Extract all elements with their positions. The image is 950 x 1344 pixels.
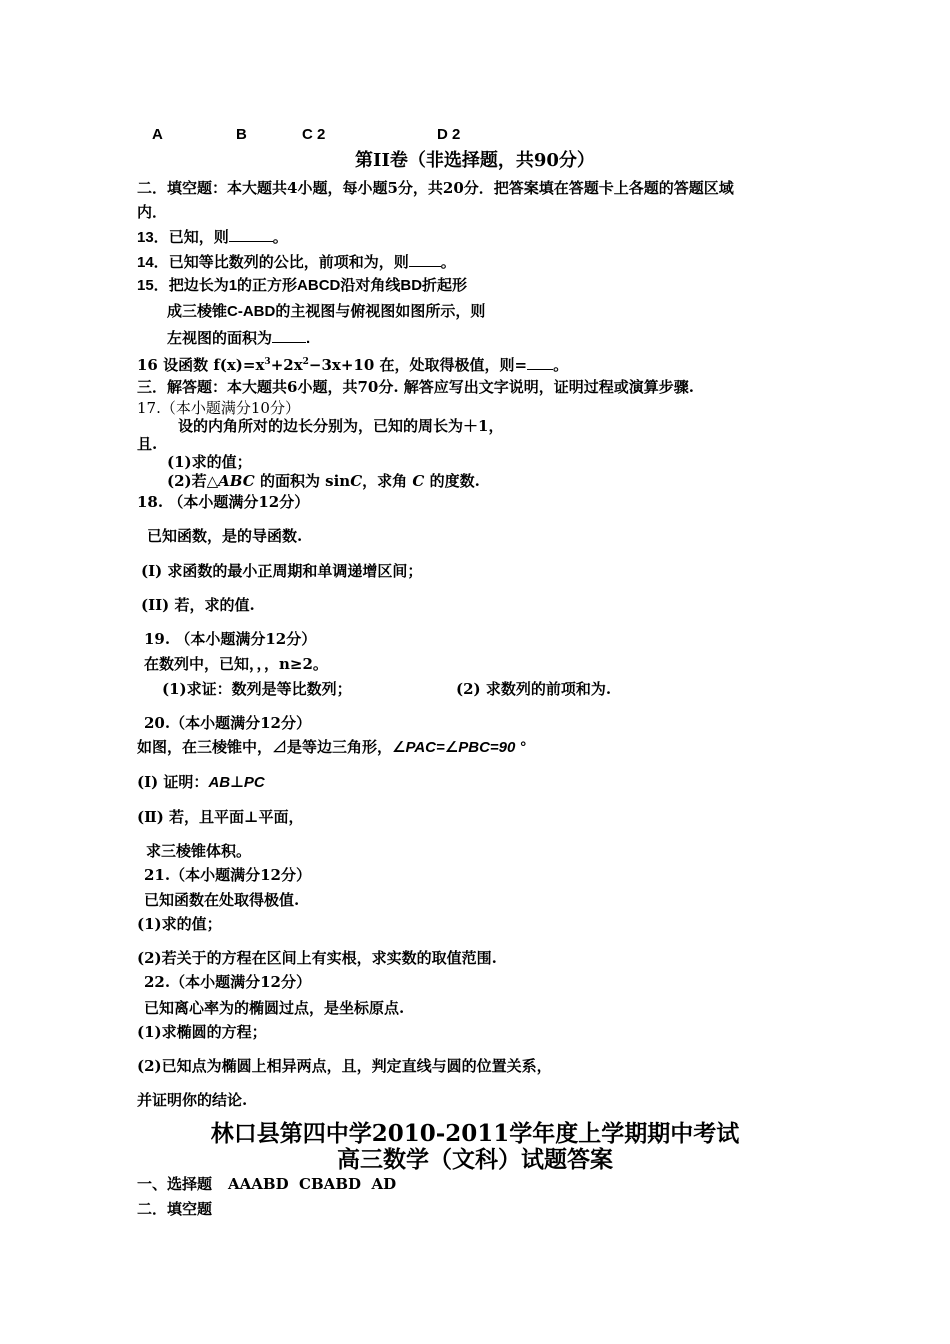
- question-16-mid2: −3x+10 在，处取得极值，则=: [308, 356, 528, 374]
- question-22-last: 并证明你的结论.: [137, 1091, 248, 1109]
- question-13-end: 。: [272, 229, 288, 246]
- question-16-sup2: 2: [302, 357, 309, 367]
- option-a: A: [152, 126, 163, 143]
- q20-part1-formula: AB⊥PC: [208, 774, 265, 791]
- q17-part2-mid2: ，求角: [362, 472, 413, 490]
- q17-part2-mid: 的面积为 sin: [254, 472, 351, 490]
- q20-line1-pre: 如图，在三棱锥中，⊿是等边三角形，: [137, 738, 393, 756]
- question-14-end: 。: [440, 254, 456, 271]
- question-21-head: 21.（本小题满分12分）: [144, 866, 311, 884]
- solve-heading: 三．解答题：本大题共6小题，共70分. 解答应写出文字说明，证明过程或演算步骤.: [137, 378, 694, 396]
- question-13: [137, 227, 288, 248]
- question-21-line1: 已知函数在处取得极值.: [144, 891, 300, 909]
- question-19-part2: (2) 求数列的前项和为.: [456, 680, 612, 698]
- option-b: B: [236, 126, 247, 143]
- question-18-head: 18. （本小题满分12分）: [137, 493, 310, 511]
- question-18-part1: (I) 求函数的最小正周期和单调递增区间；: [141, 562, 423, 580]
- question-19-head: 19. （本小题满分12分）: [144, 630, 317, 648]
- question-22-head: 22.（本小题满分12分）: [144, 973, 311, 991]
- question-20-head: 20.（本小题满分12分）: [144, 714, 311, 732]
- question-16-mid1: +2x: [270, 356, 303, 374]
- answer-title-line2: 高三数学（文科）试题答案: [337, 1146, 613, 1173]
- question-20-line1: [137, 737, 526, 758]
- question-14-text: 已知等比数列的公比，前项和为，则: [168, 254, 409, 271]
- fill-heading-line2: 内．: [137, 203, 168, 221]
- question-15-line1: 把边长为1的正方形ABCD沿对角线BD折起形: [168, 277, 468, 294]
- question-21-part2: (2)若关于的方程在区间上有实根，求实数的取值范围.: [137, 949, 497, 967]
- option-d: D 2: [437, 126, 461, 143]
- question-22-line1: 已知离心率为的椭圆过点，是坐标原点.: [144, 999, 405, 1017]
- question-16: [137, 352, 568, 375]
- question-15: [137, 276, 467, 296]
- fill-heading-line1: 二．填空题：本大题共4小题，每小题5分，共20分．把答案填在答题卡上各题的答题区域: [137, 179, 734, 197]
- question-17-part2: [167, 471, 480, 491]
- q17-part2-end: 的度数.: [424, 472, 480, 490]
- question-16-pre: 16 设函数 f(x)=x: [137, 356, 265, 374]
- question-18-line1: 已知函数，是的导函数.: [147, 527, 303, 545]
- question-22-part2: (2)已知点为椭圆上相异两点，且，判定直线与圆的位置关系，: [137, 1057, 552, 1075]
- answer-blank: [229, 227, 273, 242]
- question-14-number: 14．: [137, 254, 169, 271]
- answer-choice-row: [137, 1174, 396, 1194]
- question-17-line1: 设的内角所对的边长分别为，已知的周长为＋1，: [178, 417, 504, 435]
- question-17-part1: (1)求的值；: [167, 453, 252, 471]
- question-15-line2: 成三棱锥C-ABD的主视图与俯视图如图所示，则: [167, 303, 486, 320]
- question-14: [137, 252, 456, 273]
- answer-fill-label: 二．填空题: [137, 1200, 213, 1218]
- answer-title-line1: 林口县第四中学2010-2011学年度上学期期中考试: [210, 1120, 740, 1147]
- question-15-line3: [167, 328, 310, 349]
- question-22-part1: (1)求椭圆的方程；: [137, 1023, 267, 1041]
- question-21-part1: (1)求的值；: [137, 915, 222, 933]
- answer-blank: [272, 328, 306, 343]
- question-18-part2: (II) 若，求的值.: [141, 596, 255, 614]
- q20-part1-pre: (Ⅰ) 证明：: [137, 773, 209, 791]
- question-16-sup1: 3: [264, 357, 271, 367]
- question-20-part2: (Ⅱ) 若，且平面⊥平面，: [137, 808, 304, 826]
- question-13-text: 已知，则: [168, 229, 229, 246]
- q17-part2-abc: ABC: [218, 472, 255, 490]
- q20-line1-angles: ∠PAC=∠PBC=90 °: [392, 739, 526, 756]
- question-20-part1: [137, 772, 265, 793]
- answer-blank: [409, 252, 441, 267]
- question-15-line3-text: 左视图的面积为: [167, 330, 273, 347]
- answer-choice-values: AAABD CBABD AD: [228, 1175, 397, 1193]
- section-2-title: 第II卷（非选择题，共90分）: [355, 150, 595, 171]
- q17-part2-c2: C: [412, 472, 425, 490]
- question-20-last: 求三棱锥体积。: [146, 842, 252, 860]
- question-15-number: 15．: [137, 277, 169, 294]
- answer-choice-label: 一、选择题: [137, 1175, 213, 1193]
- question-17-line2: 且.: [137, 435, 158, 453]
- answer-blank: [527, 355, 553, 370]
- q17-part2-c: C: [350, 472, 363, 490]
- option-c: C 2: [302, 126, 326, 143]
- q17-part2-pre: (2)若△: [167, 472, 219, 490]
- question-16-end: 。: [553, 356, 569, 374]
- question-19-line1: 在数列中，已知，，，n≥2。: [144, 655, 328, 673]
- question-13-number: 13．: [137, 229, 169, 246]
- question-19-part1: (1)求证：数列是等比数列；: [162, 680, 352, 698]
- question-15-end: .: [306, 330, 311, 347]
- question-17-head: 17.（本小题满分10分）: [137, 399, 300, 417]
